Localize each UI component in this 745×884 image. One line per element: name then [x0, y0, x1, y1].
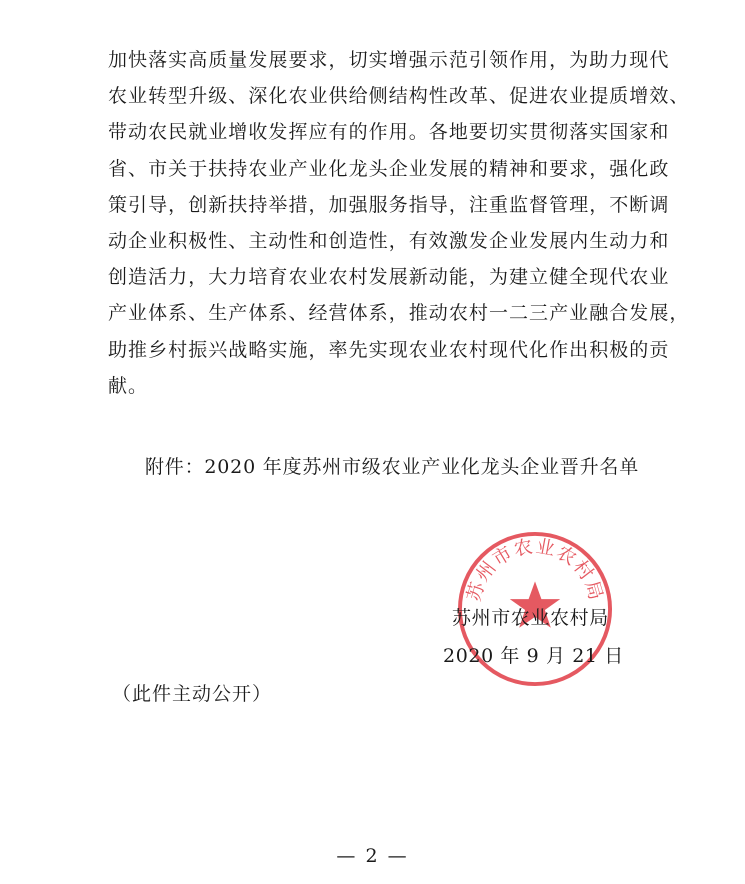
body-line: 创造活力，大力培育农业农村发展新动能，为建立健全现代农业 — [108, 266, 670, 289]
body-line: 策引导，创新扶持举措，加强服务指导，注重监督管理，不断调 — [108, 193, 670, 216]
body-line: 加快落实高质量发展要求，切实增强示范引领作用，为助力现代 — [108, 49, 670, 71]
body-line: 带动农民就业增收发挥应有的作用。各地要切实贯彻落实国家和 — [108, 121, 670, 144]
body-line: 农业转型升级、深化农业供给侧结构性改革、促进农业提质增效、 — [108, 85, 690, 108]
issue-date: 2020 年 9 月 21 日 — [443, 645, 624, 667]
body-line: 助推乡村振兴战略实施，率先实现农业农村现代化作出积极的贡 — [108, 338, 670, 361]
body-line: 献。 — [108, 374, 149, 397]
page-number: — 2 — — [336, 845, 409, 867]
body-paragraph — [108, 42, 693, 404]
disclosure-note: （此件主动公开） — [112, 683, 273, 705]
body-line: 省、市关于扶持农业产业化龙头企业发展的精神和要求，强化政 — [108, 157, 670, 180]
svg-text:苏州市农业农村局: 苏州市农业农村局 — [463, 536, 607, 604]
issuer-name: 苏州市农业农村局 — [452, 607, 609, 629]
body-line: 产业体系、生产体系、经营体系，推动农村一二三产业融合发展， — [108, 302, 690, 325]
body-line: 动企业积极性、主动性和创造性，有效激发企业发展内生动力和 — [108, 229, 670, 252]
attachment-line: 附件：2020 年度苏州市级农业产业化龙头企业晋升名单 — [145, 456, 639, 478]
